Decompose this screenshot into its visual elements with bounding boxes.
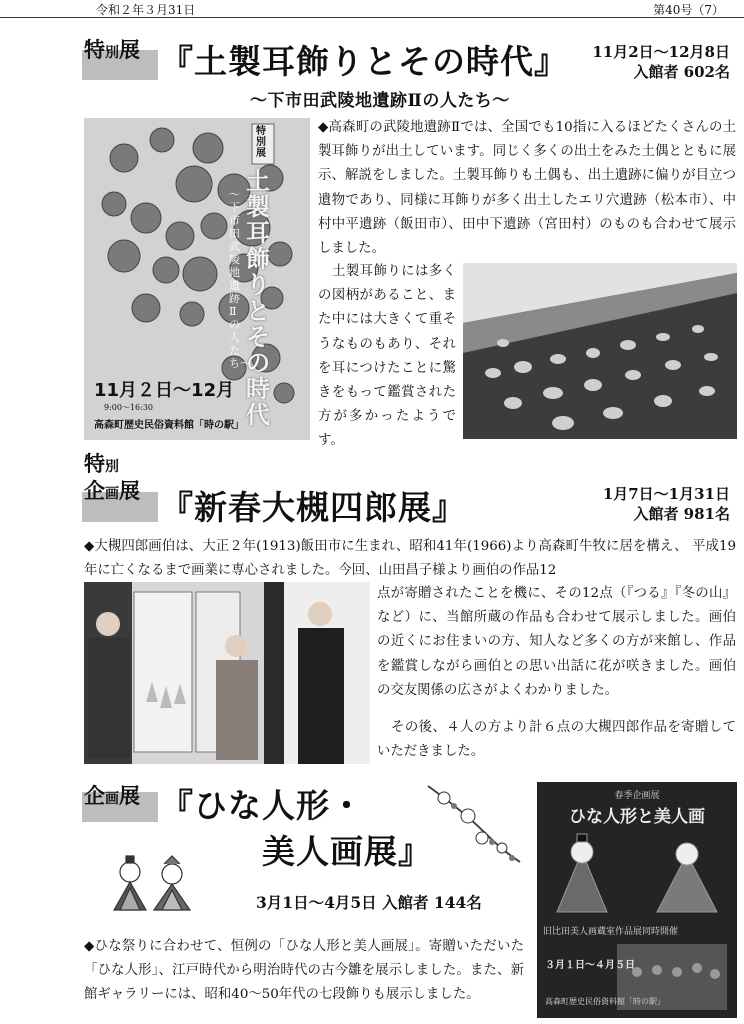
plum-blossom-icon [424, 782, 524, 866]
section2-body-right2: その後、４人の方より計６点の大槻四郎作品を寄贈していただきました。 [377, 720, 736, 760]
exhibit-title-line1: 『ひな人形・ [160, 786, 364, 825]
section3-body: ◆ひな祭りに合わせて、恒例の「ひな人形と美人画展」。寄贈いただいた「ひな人形」、江戸時代から明治時代の古今雛を展示しました。また、新館ギャラリーには、昭和40〜50年代の七段飾りも展示しました。 [84, 939, 524, 1003]
display-case-illustration [463, 263, 737, 439]
exhibit-dates-block [592, 42, 730, 83]
poster-venue: 高森町歴史民俗資料館「時の駅」 [94, 420, 244, 431]
exhibit-dates-visitors: 3月1日〜4月5日 入館者 144名 [256, 893, 482, 912]
poster-dates: ３月１日〜４月５日 [545, 960, 635, 971]
visitor-count: 入館者 981名 [633, 505, 730, 524]
hina-dolls-icon [106, 852, 198, 914]
poster-tag: 特別展 [256, 126, 266, 159]
donation-group-photo [84, 582, 370, 764]
poster-title: 土製耳飾りとその時代 [246, 166, 270, 429]
exhibit-title: 『新春大槻四郎展』 [160, 488, 466, 527]
group-photo-illustration [84, 582, 370, 764]
poster-hours: 9:00〜16:30 [104, 403, 154, 412]
exhibit-title: 『土製耳飾りとその時代』 [160, 42, 568, 81]
poster-title: ひな人形と美人画 [569, 807, 705, 827]
exhibit-type-badge: 特別展 [84, 38, 140, 62]
poster-venue: 高森町歴史民俗資料館「時の駅」 [545, 997, 665, 1006]
poster-tag: 春季企画展 [614, 791, 660, 801]
poster-subline: 旧比田美人画蔵室作品展同時開催 [543, 927, 679, 937]
exhibit-dates: 1月7日〜1月31日 [602, 485, 730, 503]
section2-body-top: ◆大槻四郎画伯は、大正２年(1913)飯田市に生まれ、昭和41年(1966)より高森町牛牧に居を構え、 平成19年に亡くなるまで画業に専心されました。今回、山田昌子様より画伯の作品12 [84, 539, 736, 579]
display-case-photo [463, 263, 737, 439]
exhibit-subtitle: 〜下市田武陵地遺跡Ⅱの人たち〜 [250, 91, 510, 111]
page-header [0, 0, 744, 18]
section1-body-main: ◆高森町の武陵地遺跡Ⅱでは、全国でも10指に入るほどたくさんの土製耳飾りが出土しています。同じく多くの出土をみた土偶とともに展示、解説をしました。土製耳飾りも土偶も、出土遺跡に偏りが目立つ遺物であり、同様に耳飾りが多く出土したエリ穴遺跡（松本市）、中村中平遺跡（飯田市）、田中下遺跡（宮田村）のものも合わせて展示しました。 [318, 120, 736, 257]
poster-dates: 11月２日〜12月 [94, 380, 235, 401]
exhibit-dates-block [603, 484, 730, 525]
exhibit-dates: 11月2日〜12月8日 [592, 43, 730, 61]
exhibit-type-badge: 特別 企画展 [84, 452, 140, 503]
hina-poster-photo [537, 782, 737, 1018]
exhibit-type-badge: 企画展 [84, 784, 140, 808]
visitor-count: 入館者 602名 [633, 63, 730, 82]
poster-subtitle: 〜下市田武陵地遺跡Ⅱの人たち〜 [229, 188, 251, 370]
issue-number: 第40号（7） [653, 3, 724, 17]
exhibit-title-line2: 美人画展』 [262, 832, 432, 871]
section2-body-right: 点が寄贈されたことを機に、その12点（『つる』『冬の山』など）に、当館所蔵の作品も合わせて展示しました。画伯の近くにお住まいの方、知人など多くの方が来館し、作品を鑑賞しながら画伯との思い出話に花が咲きました。画伯の交友関係の広さがよくわかりました。 [377, 586, 736, 698]
exhibit-poster-photo [84, 118, 310, 440]
issue-date: 令和２年３月31日 [96, 3, 196, 17]
section1-body-small: 土製耳飾りには多くの図柄があること、また中には大きくて重そうなものもあり、それを耳につけたことに驚きをもって鑑賞された方が多かったようです。 [318, 264, 456, 449]
